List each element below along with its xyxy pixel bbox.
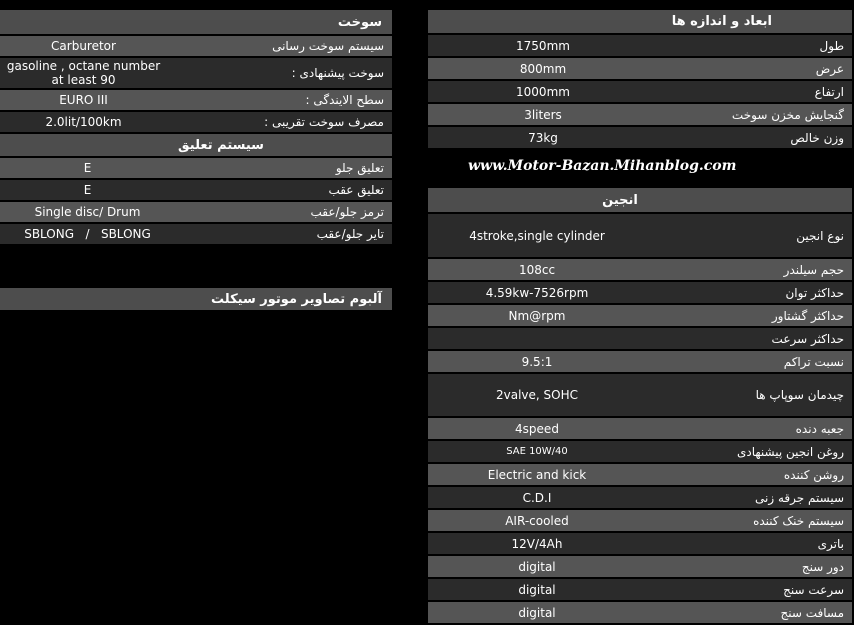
row-label: نوع انجین [796,228,844,243]
row-value: 1000mm [516,84,570,99]
row-value: AIR-cooled [505,513,569,528]
suspension-table [0,134,392,244]
row-label: نسبت تراکم [783,354,844,369]
row-value: Single disc/ Drum [34,205,141,219]
row-value: 12V/4Ah [511,536,563,551]
table-row [428,462,852,485]
row-label: سیستم خنک کننده [753,513,844,528]
table-row [428,33,852,56]
row-label: ارتفاع [814,84,844,99]
table-row [428,349,852,372]
table-row [428,577,852,600]
row-value: digital [518,605,556,620]
table-row [428,531,852,554]
row-label: حداکثر گشتاور [771,308,844,323]
table-row [428,485,852,508]
row-label: سوخت پیشنهادی : [291,66,384,80]
row-value: 4.59kw-7526rpm [485,285,589,300]
row-value: 4speed [515,421,559,436]
row-value: Electric and kick [487,467,587,482]
row-value: 2.0lit/100km [45,115,122,129]
table-row [0,110,392,132]
table-row [428,554,852,577]
row-label: سیستم جرقه زنی [755,490,844,505]
row-label: تایر جلو/عقب [316,227,384,241]
album-link[interactable]: آلبوم تصاویر موتور سیکلت [0,288,392,310]
table-row [428,125,852,148]
row-label: مسافت سنج [780,605,844,620]
engine-table [428,188,852,623]
row-value: 73kg [528,130,558,145]
row-label: حجم سیلندر [783,262,844,277]
table-row [0,200,392,222]
row-label: ترمز جلو/عقب [310,205,384,219]
table-row [428,79,852,102]
row-label: مصرف سوخت تقریبی : [264,115,384,129]
row-label: روغن انجین پیشنهادی [736,444,844,459]
table-row [0,222,392,244]
row-value: SBLONG / SBLONG [24,227,151,241]
table-row [428,439,852,462]
row-value: Nm@rpm [508,308,566,323]
row-label: باتری [817,536,844,551]
row-label: وزن خالص [790,130,844,145]
table-row [0,56,392,88]
row-label: سطح الایندگی : [305,93,384,107]
table-row [428,600,852,623]
row-value: 3liters [524,107,562,122]
row-value: 1750mm [516,38,570,53]
row-label: جعبه دنده [795,421,844,436]
suspension-header: سیستم تعلیق [0,134,392,156]
table-row [428,56,852,79]
fuel-table [0,10,392,132]
row-label: روشن کننده [783,467,844,482]
table-row [428,280,852,303]
row-label: سرعت سنج [783,582,844,597]
row-value: E [83,161,92,175]
row-label: چیدمان سوپاپ ها [755,388,844,402]
table-row [428,416,852,439]
row-value: EURO III [59,93,108,107]
table-row [428,212,852,257]
table-row [428,508,852,531]
row-value: C.D.I [522,490,552,505]
row-value: SAE 10W/40 [506,445,568,457]
row-label: دور سنج [801,559,844,574]
row-label: طول [819,38,844,53]
row-value: gasoline , octane number at least 90 [6,59,161,87]
table-row [0,178,392,200]
row-value: 2valve, SOHC [495,388,578,402]
fuel-header: سوخت [0,10,392,34]
table-row [428,257,852,280]
row-value: 108cc [518,262,556,277]
row-value: digital [518,582,556,597]
row-value: 4stroke,single cylinder [469,228,605,243]
table-row [428,102,852,125]
dimensions-table [428,10,852,148]
row-label: عرض [815,61,844,76]
table-row [0,156,392,178]
row-label: حداکثر سرعت [771,331,844,346]
row-label: سیستم سوخت رسانی [272,39,384,53]
engine-header: انجین [428,188,852,212]
table-row [428,326,852,349]
table-row [428,303,852,326]
row-value: Carburetor [51,39,116,53]
row-label: حداکثر توان [785,285,844,300]
dimensions-header: ابعاد و اندازه ها [428,10,852,33]
row-value: E [83,183,92,197]
row-label: گنجایش مخزن سوخت [731,107,844,122]
table-row [428,372,852,416]
website-url[interactable]: www.Motor-Bazan.Mihanblog.com [468,158,737,174]
row-label: تعلیق جلو [335,161,384,175]
table-row [0,88,392,110]
row-value: 9.5:1 [521,354,553,369]
row-value: 800mm [519,61,567,76]
table-row [0,34,392,56]
row-label: تعلیق عقب [328,183,384,197]
row-value: digital [518,559,556,574]
